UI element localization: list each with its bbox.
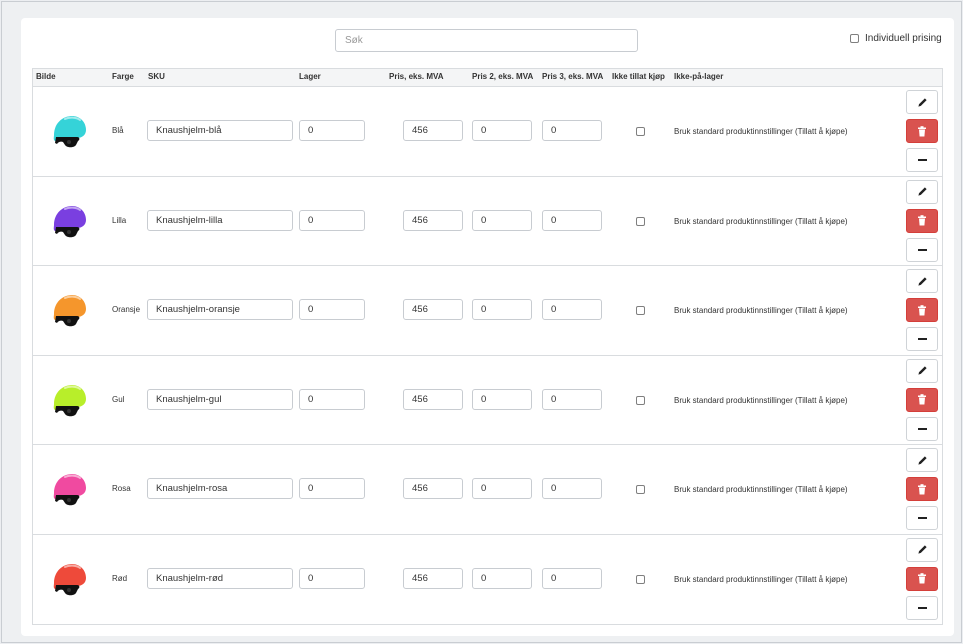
price3-input[interactable]: 0 xyxy=(542,210,602,231)
pencil-icon xyxy=(917,365,928,376)
delete-button[interactable] xyxy=(906,388,938,412)
delete-button[interactable] xyxy=(906,209,938,233)
disallow-purchase-checkbox[interactable] xyxy=(636,127,645,136)
pencil-icon xyxy=(917,186,928,197)
variant-color-name: Rød xyxy=(112,573,128,583)
price-input[interactable]: 456 xyxy=(403,478,463,499)
individual-pricing-toggle[interactable] xyxy=(850,33,942,44)
trash-icon xyxy=(917,126,927,137)
trash-icon xyxy=(917,484,927,495)
table-row xyxy=(33,177,942,267)
variant-color-name: Rosa xyxy=(112,484,131,494)
edit-button[interactable] xyxy=(906,538,938,562)
stock-input[interactable]: 0 xyxy=(299,120,365,141)
stock-input[interactable]: 0 xyxy=(299,568,365,589)
price2-input[interactable]: 0 xyxy=(472,568,532,589)
variant-color-name: Blå xyxy=(112,126,124,135)
delete-button[interactable] xyxy=(906,119,938,143)
edit-button[interactable] xyxy=(906,180,938,204)
table-row xyxy=(33,356,942,446)
pencil-icon xyxy=(917,276,928,287)
stock-input[interactable]: 0 xyxy=(299,478,365,499)
app-window xyxy=(1,1,962,643)
table-row xyxy=(33,266,942,356)
column-header-out-of-stock: Ikke-på-lager xyxy=(674,72,724,81)
helmet-image xyxy=(49,290,89,330)
remove-button[interactable] xyxy=(906,238,938,262)
table-row xyxy=(33,535,942,625)
pencil-icon xyxy=(917,97,928,108)
table-row xyxy=(33,87,942,177)
remove-button[interactable] xyxy=(906,417,938,441)
price3-input[interactable]: 0 xyxy=(542,389,602,410)
edit-button[interactable] xyxy=(906,90,938,114)
price3-input[interactable]: 0 xyxy=(542,120,602,141)
stock-input[interactable]: 0 xyxy=(299,389,365,410)
out-of-stock-setting[interactable]: Bruk standard produktinnstillinger (Tillatt å kjøpe) xyxy=(674,485,848,495)
price-input[interactable]: 456 xyxy=(403,299,463,320)
minus-icon xyxy=(918,517,927,519)
price2-input[interactable]: 0 xyxy=(472,120,532,141)
variant-color-name: Lilla xyxy=(112,215,127,225)
column-header-sku: SKU xyxy=(148,72,165,81)
disallow-purchase-checkbox[interactable] xyxy=(636,396,645,405)
column-header-stock: Lager xyxy=(299,72,321,81)
helmet-image xyxy=(49,380,89,420)
out-of-stock-setting[interactable]: Bruk standard produktinnstillinger (Tillatt å kjøpe) xyxy=(674,216,848,226)
trash-icon xyxy=(917,305,927,316)
remove-button[interactable] xyxy=(906,596,938,620)
pencil-icon xyxy=(917,544,928,555)
delete-button[interactable] xyxy=(906,477,938,501)
sku-input[interactable]: Knaushjelm-gul xyxy=(147,389,293,410)
out-of-stock-setting[interactable]: Bruk standard produktinnstillinger (Tillatt å kjøpe) xyxy=(674,574,848,584)
column-header-disallow: Ikke tillat kjøp xyxy=(612,72,665,81)
sku-input[interactable]: Knaushjelm-rosa xyxy=(147,478,293,499)
stock-input[interactable]: 0 xyxy=(299,299,365,320)
trash-icon xyxy=(917,394,927,405)
edit-button[interactable] xyxy=(906,269,938,293)
helmet-image xyxy=(49,559,89,599)
sku-input[interactable]: Knaushjelm-blå xyxy=(147,120,293,141)
column-header-price: Pris, eks. MVA xyxy=(389,72,444,81)
price2-input[interactable]: 0 xyxy=(472,210,532,231)
stock-input[interactable]: 0 xyxy=(299,210,365,231)
out-of-stock-setting[interactable]: Bruk standard produktinnstillinger (Tillatt å kjøpe) xyxy=(674,306,848,316)
minus-icon xyxy=(918,607,927,609)
column-header-price3: Pris 3, eks. MVA xyxy=(542,72,604,81)
column-header-image: Bilde xyxy=(36,72,56,81)
price-input[interactable]: 456 xyxy=(403,568,463,589)
out-of-stock-setting[interactable]: Bruk standard produktinnstillinger (Tillatt å kjøpe) xyxy=(674,395,848,405)
minus-icon xyxy=(918,428,927,430)
column-header-price2: Pris 2, eks. MVA xyxy=(472,72,534,81)
price2-input[interactable]: 0 xyxy=(472,478,532,499)
helmet-image xyxy=(49,201,89,241)
helmet-image xyxy=(49,111,89,151)
price3-input[interactable]: 0 xyxy=(542,568,602,589)
pencil-icon xyxy=(917,455,928,466)
disallow-purchase-checkbox[interactable] xyxy=(636,485,645,494)
variant-color-name: Oransje xyxy=(112,305,141,315)
out-of-stock-setting[interactable]: Bruk standard produktinnstillinger (Tillatt å kjøpe) xyxy=(674,127,848,136)
minus-icon xyxy=(918,338,927,340)
table-row xyxy=(33,445,942,535)
variants-table xyxy=(32,68,943,625)
edit-button[interactable] xyxy=(906,448,938,472)
sku-input[interactable]: Knaushjelm-rød xyxy=(147,568,293,589)
remove-button[interactable] xyxy=(906,148,938,172)
delete-button[interactable] xyxy=(906,298,938,322)
price2-input[interactable]: 0 xyxy=(472,389,532,410)
sku-input[interactable]: Knaushjelm-lilla xyxy=(147,210,293,231)
disallow-purchase-checkbox[interactable] xyxy=(636,575,645,584)
edit-button[interactable] xyxy=(906,359,938,383)
variant-color-name: Gul xyxy=(112,394,125,404)
price2-input[interactable]: 0 xyxy=(472,299,532,320)
delete-button[interactable] xyxy=(906,567,938,591)
disallow-purchase-checkbox[interactable] xyxy=(636,217,645,226)
price-input[interactable]: 456 xyxy=(403,389,463,410)
table-body xyxy=(33,87,942,625)
table-header xyxy=(33,69,942,87)
remove-button[interactable] xyxy=(906,327,938,351)
price3-input[interactable]: 0 xyxy=(542,478,602,499)
helmet-image xyxy=(49,469,89,509)
variants-panel xyxy=(21,18,954,636)
price-input[interactable]: 456 xyxy=(403,210,463,231)
price3-input[interactable]: 0 xyxy=(542,299,602,320)
minus-icon xyxy=(918,159,927,161)
minus-icon xyxy=(918,249,927,251)
trash-icon xyxy=(917,215,927,226)
disallow-purchase-checkbox[interactable] xyxy=(636,306,645,315)
individual-pricing-checkbox[interactable] xyxy=(850,34,859,43)
trash-icon xyxy=(917,573,927,584)
search-input[interactable] xyxy=(335,29,638,52)
remove-button[interactable] xyxy=(906,506,938,530)
price-input[interactable]: 456 xyxy=(403,120,463,141)
sku-input[interactable]: Knaushjelm-oransje xyxy=(147,299,293,320)
column-header-color: Farge xyxy=(112,72,134,81)
individual-pricing-label: Individuell prising xyxy=(865,33,942,44)
